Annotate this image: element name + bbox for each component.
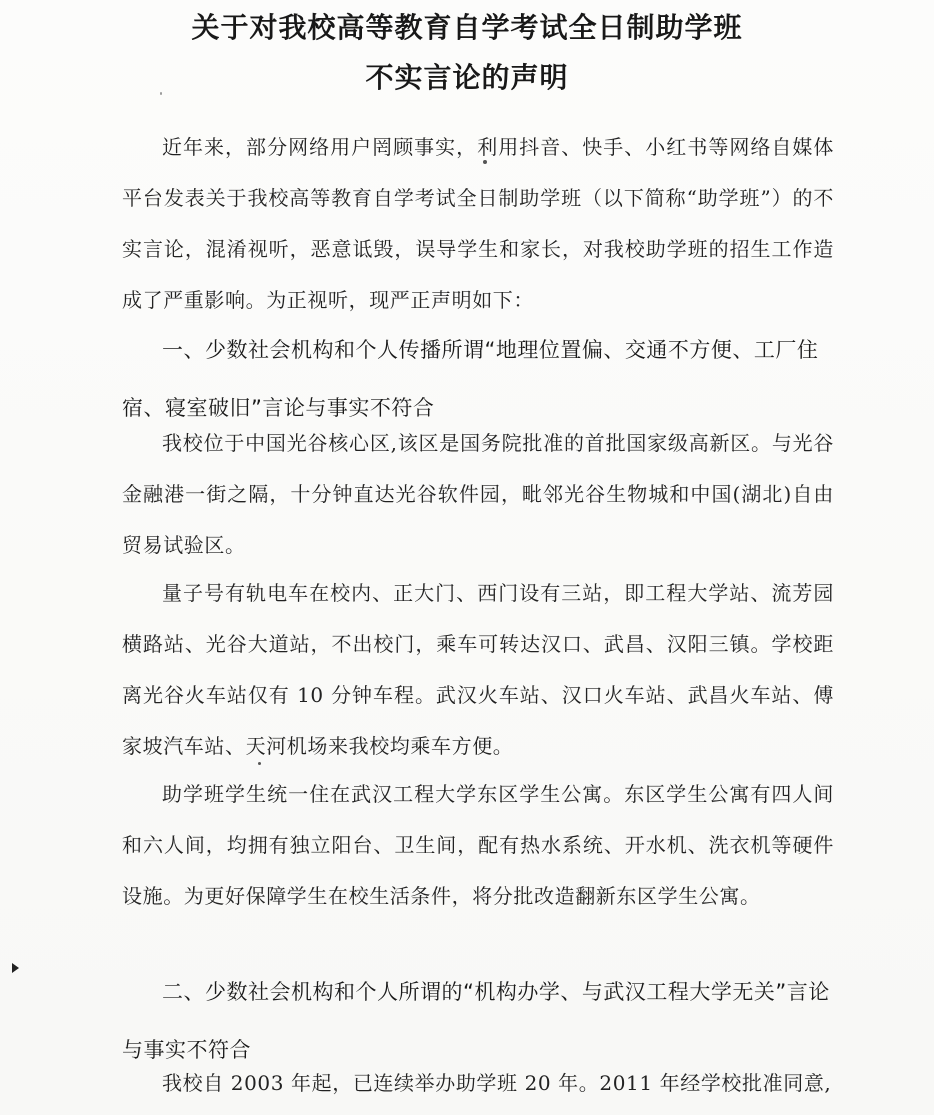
- location-paragraph: 我校位于中国光谷核心区,该区是国务院批准的首批国家级高新区。与光谷金融港一街之隔，十分钟直达光谷软件园，毗邻光谷生物城和中国(湖北)自由贸易试验区。: [122, 431, 834, 557]
- document-title-line-2: 不实言论的声明: [365, 61, 569, 94]
- intro-paragraph: 近年来，部分网络用户罔顾事实，利用抖音、快手、小红书等网络自媒体平台发表关于我校高等教育自学考试全日制助学班（以下简称“助学班”）的不实言论，混淆视听，恶意诋毁，误导学生和家长，对我校助学班的招生工作造成了严重影响。为正视听，现严正声明如下：: [122, 135, 834, 312]
- transport-paragraph: 量子号有轨电车在校内、正大门、西门设有三站，即工程大学站、流芳园横路站、光谷大道站，不出校门，乘车可转达汉口、武昌、汉阳三镇。学校距离光谷火车站仅有 10 分钟车程。武汉火车站、汉口火车站、武昌火车站、傅家坡汽车站、天河机场来我校均乘车方便。: [122, 581, 834, 758]
- scan-speck: [160, 92, 162, 95]
- dormitory-paragraph: 助学班学生统一住在武汉工程大学东区学生公寓。东区学生公寓有四人间和六人间，均拥有独立阳台、卫生间，配有热水系统、开水机、洗衣机等硬件设施。为更好保障学生在校生活条件，将分批改造翻新东区学生公寓。: [122, 782, 834, 908]
- scan-speck: [258, 762, 261, 765]
- history-paragraph: 我校自 2003 年起，已连续举办助学班 20 年。2011 年经学校批准同意,: [162, 1071, 832, 1095]
- document-title-line-1: 关于对我校高等教育自学考试全日制助学班: [191, 11, 743, 44]
- section-heading-1: 一、少数社会机构和个人传播所谓“地理位置偏、交通不方便、工厂住宿、寝室破旧”言论与事实不符合: [122, 338, 819, 420]
- scan-speck: [483, 160, 487, 164]
- scan-edge-mark: [12, 963, 19, 973]
- section-heading-2: 二、少数社会机构和个人所谓的“机构办学、与武汉工程大学无关”言论与事实不符合: [122, 980, 830, 1062]
